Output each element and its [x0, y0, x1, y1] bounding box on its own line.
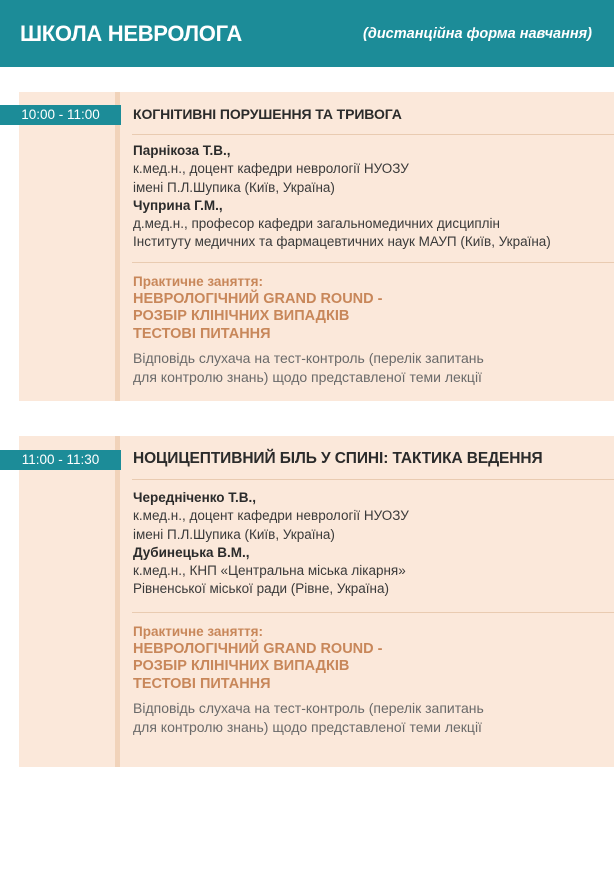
practical-note	[133, 699, 484, 737]
speaker-name: Парнікоза Т.В.,	[133, 143, 231, 158]
speakers-list	[133, 489, 409, 599]
practical-title: НЕВРОЛОГІЧНИЙ GRAND ROUND -	[133, 640, 383, 657]
page-subtitle: (дистанційна форма навчання)	[363, 25, 592, 42]
session-block	[19, 436, 614, 767]
speaker-name: Чуприна Г.М.,	[133, 197, 223, 213]
page-title: ШКОЛА НЕВРОЛОГА	[20, 20, 242, 46]
speaker-position: д.мед.н., професор кафедри загальномедичних дисциплін	[133, 216, 501, 232]
practical-note	[133, 349, 484, 387]
practical-note-line: Відповідь слухача на тест-контроль (перелік запитань	[133, 350, 484, 366]
time-badge: 10:00 - 11:00	[0, 105, 121, 125]
separator	[132, 479, 614, 480]
time-divider	[115, 436, 120, 767]
speakers-list	[133, 142, 551, 252]
practical-title: НЕВРОЛОГІЧНИЙ GRAND ROUND -	[133, 290, 383, 307]
separator	[132, 612, 614, 613]
practical-title: РОЗБІР КЛІНІЧНИХ ВИПАДКІВ	[133, 308, 350, 324]
practical-label: Практичне заняття:	[133, 274, 264, 289]
time-badge: 11:00 - 11:30	[0, 450, 121, 470]
practical-title: РОЗБІР КЛІНІЧНИХ ВИПАДКІВ	[133, 658, 350, 674]
speaker-name: Чередніченко Т.В.,	[133, 490, 257, 505]
time-divider	[115, 92, 120, 401]
speaker-position: к.мед.н., доцент кафедри неврології НУОЗУ	[133, 508, 409, 524]
speaker-position: імені П.Л.Шупика (Київ, Україна)	[133, 179, 335, 195]
practical-section	[133, 624, 484, 737]
session-title: НОЦИЦЕПТИВНИЙ БІЛЬ У СПИНІ: ТАКТИКА ВЕДЕННЯ	[133, 450, 543, 467]
page-header	[0, 0, 614, 67]
speaker-name: Дубинецька В.М.,	[133, 544, 250, 560]
separator	[132, 262, 614, 263]
speaker-position: імені П.Л.Шупика (Київ, Україна)	[133, 526, 335, 542]
practical-note-line: Відповідь слухача на тест-контроль (перелік запитань	[133, 700, 484, 716]
practical-note-line: для контролю знань) щодо представленої теми лекції	[133, 369, 482, 385]
speaker-position: Інституту медичних та фармацевтичних наук МАУП (Київ, Україна)	[133, 234, 551, 250]
practical-title: ТЕСТОВІ ПИТАННЯ	[133, 675, 271, 692]
speaker-position: Рівненської міської ради (Рівне, Україна)	[133, 581, 389, 597]
practical-note-line: для контролю знань) щодо представленої теми лекції	[133, 719, 482, 735]
speaker-position: к.мед.н., доцент кафедри неврології НУОЗУ	[133, 161, 409, 177]
practical-section	[133, 274, 484, 387]
separator	[132, 134, 614, 135]
speaker-position: к.мед.н., КНП «Центральна міська лікарня»	[133, 563, 406, 579]
practical-title: ТЕСТОВІ ПИТАННЯ	[133, 325, 271, 342]
session-title: КОГНІТИВНІ ПОРУШЕННЯ ТА ТРИВОГА	[133, 106, 402, 122]
practical-label: Практичне заняття:	[133, 624, 264, 639]
session-block	[19, 92, 614, 401]
